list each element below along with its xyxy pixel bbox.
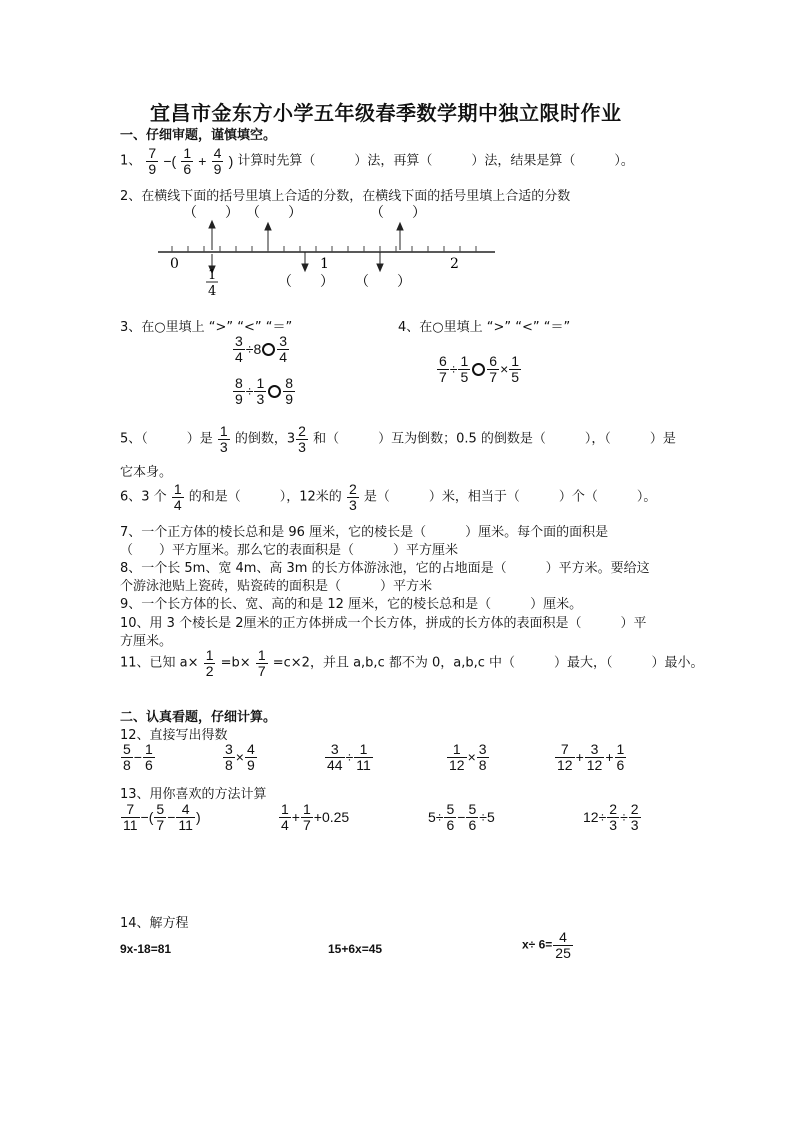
blank-top-1: （ ） <box>183 205 239 221</box>
q4-expression: $\frac{6}{7}$ ÷ $\frac{1}{5}$ $\frac{6}{7}$ × $\frac{1}{5}$ <box>439 353 520 385</box>
question-10-line-1: 10、用 3 个棱长是 2厘米的正方体拼成一个长方体，拼成的长方体的表面积是（ ）平 <box>120 616 647 631</box>
compare-circle[interactable] <box>262 343 275 356</box>
fraction-1-6: $\frac{1}{6}$ <box>183 145 192 177</box>
question-14-label: 14、解方程 <box>120 916 189 931</box>
question-5-cont: 它本身。 <box>120 465 173 480</box>
q1-text: 计算时先算（ ）法，再算（ ）法，结果是算（ ）。 <box>237 153 634 169</box>
question-7-line-2: （ ）平方厘米。那么它的表面积是（ ）平方厘米 <box>120 543 459 558</box>
blank-bottom-1: （ ） <box>278 274 334 290</box>
page-title: 宜昌市金东方小学五年级春季数学期中独立限时作业 <box>150 101 622 125</box>
down-arrows <box>209 252 383 273</box>
q13-item-1: $\frac{7}{11}$ −( $\frac{5}{7}$ − $\frac{4}{11}$ ) <box>123 801 201 833</box>
equation-2: 15+6x=45 <box>328 942 383 956</box>
up-arrows <box>209 221 403 250</box>
q3-expression-2: $\frac{8}{9}$ ÷ $\frac{1}{3}$ $\frac{8}{9}$ <box>235 375 294 407</box>
section-2-heading: 二、认真看题，仔细计算。 <box>120 710 277 725</box>
tick-label-2: 2 <box>450 256 459 272</box>
question-4-label: 4、在○里填上 “>” “<” “＝” <box>398 320 571 335</box>
q13-item-4: 12÷ $\frac{2}{3}$ ÷ $\frac{2}{3}$ <box>583 801 639 833</box>
question-10-line-2: 方厘米。 <box>120 634 173 649</box>
question-12-label: 12、直接写出得数 <box>120 728 228 743</box>
number-line-ticks <box>172 246 476 252</box>
q1-number: 1、 <box>120 153 142 169</box>
q12-item-4: $\frac{1}{12}$ × $\frac{3}{8}$ <box>449 741 487 773</box>
blank-top-3: （ ） <box>370 205 426 221</box>
question-8-line-2: 个游泳池贴上瓷砖，贴瓷砖的面积是（ ）平方米 <box>120 579 433 594</box>
compare-circle[interactable] <box>268 385 281 398</box>
q13-item-3: 5÷ $\frac{5}{6}$ − $\frac{5}{6}$ ÷5 <box>428 801 495 833</box>
question-1: 1、 $\frac{7}{9}$ −( $\frac{1}{6}$ + $\frac{4}{9}$ ) 计算时先算（ ）法，再算（ ）法，结果是算（ ）。 <box>120 145 634 177</box>
quarter-denominator: 4 <box>208 284 217 299</box>
fraction-4-9: $\frac{4}{9}$ <box>213 145 222 177</box>
equation-3: x÷ 6= $\frac{4}{25}$ <box>522 929 571 961</box>
question-13-label: 13、用你喜欢的方法计算 <box>120 787 267 802</box>
tick-label-1: 1 <box>320 256 329 272</box>
q12-item-2: $\frac{3}{8}$ × $\frac{4}{9}$ <box>225 741 255 773</box>
number-line <box>150 200 510 300</box>
q13-item-2: $\frac{1}{4}$ + $\frac{1}{7}$ +0.25 <box>281 801 350 833</box>
equation-1: 9x-18=81 <box>120 942 172 956</box>
question-7-line-1: 7、一个正方体的棱长总和是 96 厘米，它的棱长是（ ）厘米。每个面的面积是 <box>120 525 609 540</box>
blank-top-2: （ ） <box>246 205 302 221</box>
question-3-label: 3、在○里填上 “>” “<” “＝” <box>120 320 293 335</box>
q12-item-3: $\frac{3}{44}$ ÷ $\frac{1}{11}$ <box>327 741 371 773</box>
question-2: 2、在横线下面的括号里填上合适的分数，在横线下面的括号里填上合适的分数 <box>120 189 571 204</box>
q12-item-5: $\frac{7}{12}$ + $\frac{3}{12}$ + $\frac{1}{6}$ <box>557 741 625 773</box>
blank-bottom-2: （ ） <box>355 274 411 290</box>
compare-circle[interactable] <box>472 363 485 376</box>
question-9: 9、一个长方体的长、宽、高的和是 12 厘米，它的棱长总和是（ ）厘米。 <box>120 597 583 612</box>
section-1-heading: 一、仔细审题，谨慎填空。 <box>120 128 277 143</box>
question-11: 11、已知 a× $\frac{1}{2}$ =b× $\frac{1}{7}$ =c×2，并且 a,b,c 都不为 0，a,b,c 中（ ）最大，（ ）最小。 <box>120 647 704 679</box>
question-8-line-1: 8、一个长 5m、宽 4m、高 3m 的长方体游泳池，它的占地面是（ ）平方米。要给这 <box>120 561 650 576</box>
fraction-7-9: $\frac{7}{9}$ <box>148 145 157 177</box>
quarter-numerator: 1 <box>208 268 217 283</box>
q12-item-1: $\frac{5}{8}$ − $\frac{1}{6}$ <box>123 741 153 773</box>
q3-expression-1: $\frac{3}{4}$ ÷8 $\frac{3}{4}$ <box>235 333 288 365</box>
question-6: 6、3 个 $\frac{1}{4}$ 的和是（ ），12米的 $\frac{2}{3}$ 是（ ）米，相当于（ ）个（ ）。 <box>120 481 657 513</box>
question-5: 5、（ ）是 $\frac{1}{3}$ 的倒数，3 $\frac{2}{3}$ 和（ ）互为倒数；0.5 的倒数是（ ），（ ）是 <box>120 423 676 455</box>
tick-label-0: 0 <box>170 256 179 272</box>
